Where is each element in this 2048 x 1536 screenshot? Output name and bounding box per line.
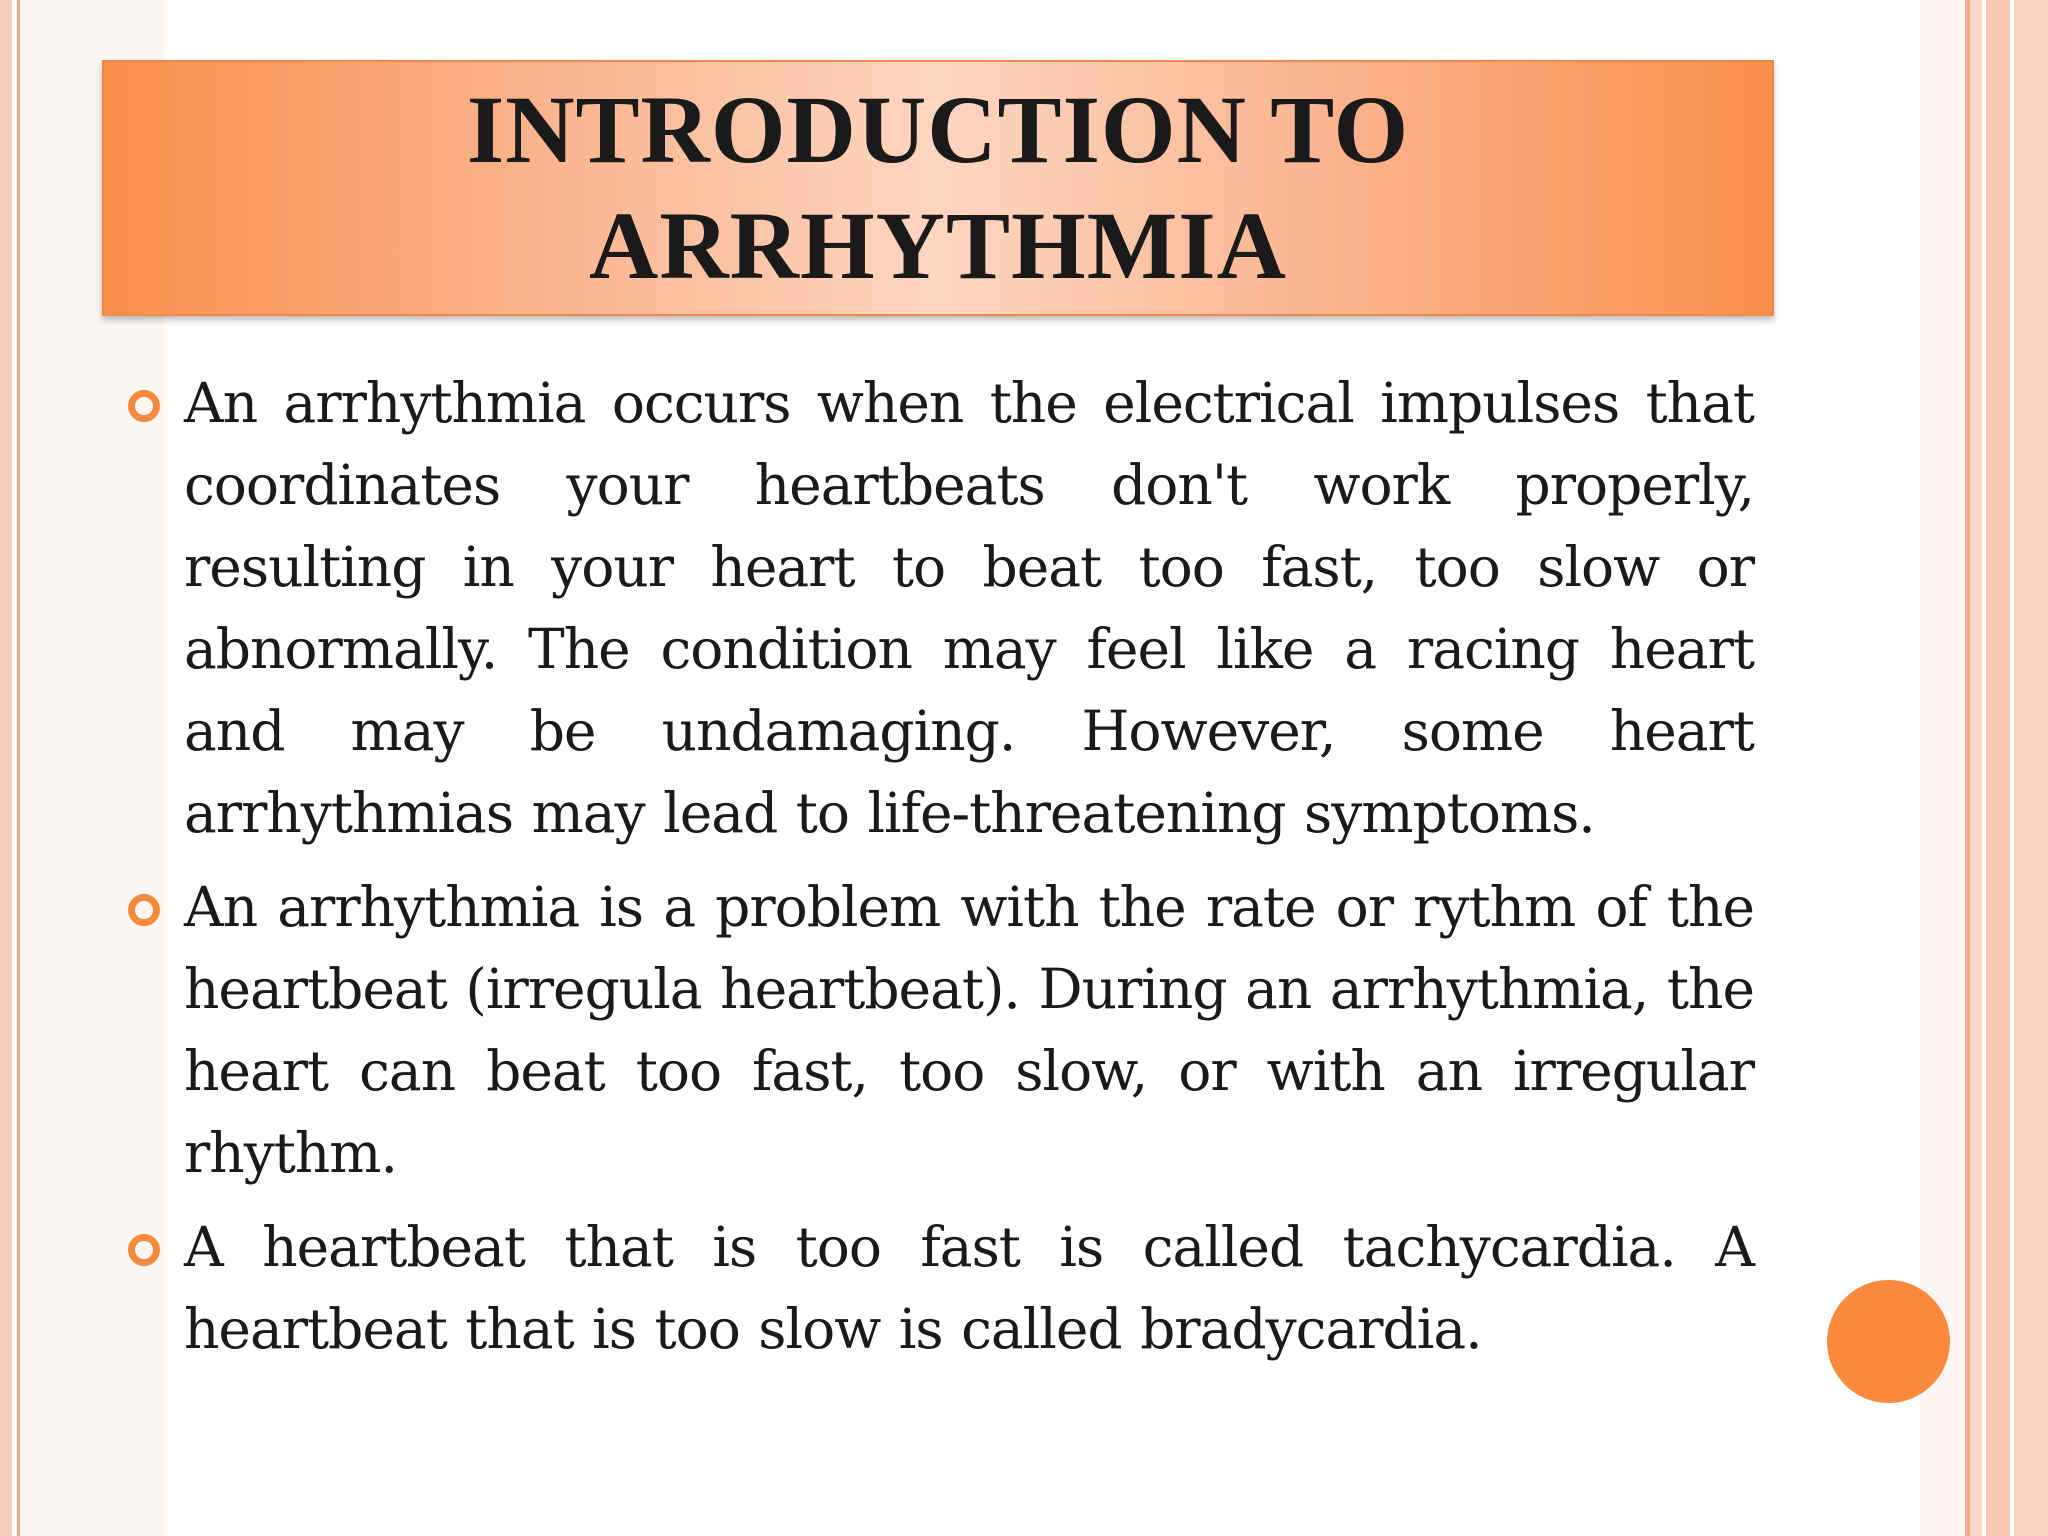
- bullet-item: [184, 866, 1754, 1194]
- slide-title-box: [102, 60, 1774, 316]
- left-border-stripe: [0, 0, 12, 1536]
- bullet-item: [184, 362, 1754, 854]
- hollow-circle-bullet-icon: [128, 390, 160, 422]
- right-border-stripe: [1970, 0, 1982, 1536]
- hollow-circle-bullet-icon: [128, 1234, 160, 1266]
- bullet-text: An arrhythmia is a problem with the rate or rythm of the heartbeat (irregula heartbeat). During an arrhythmia, the heart can beat too fast, too slow, or with an irregular rhythm.: [184, 875, 1754, 1185]
- hollow-circle-bullet-icon: [128, 894, 160, 926]
- bullet-list: [184, 362, 1754, 1382]
- decorative-orange-circle: [1827, 1280, 1950, 1403]
- bullet-item: [184, 1206, 1754, 1370]
- right-border-stripe-wide: [1986, 0, 2010, 1536]
- bullet-text: A heartbeat that is too fast is called tachycardia. A heartbeat that is too slow is called bradycardia.: [184, 1215, 1754, 1361]
- slide-title-line-2: ARRHYTHMIA: [589, 192, 1287, 299]
- bullet-text: An arrhythmia occurs when the electrical impulses that coordinates your heartbeats don't work properly, resulting in your heart to beat too fast, too slow or abnormally. The condition may feel like a racing heart and may be undamaging. However, some heart arrhythmias may lead to life-threatening symptoms.: [184, 371, 1754, 845]
- right-border-stripe-outer: [2014, 0, 2048, 1536]
- slide-title-line-1: INTRODUCTION TO: [466, 76, 1410, 183]
